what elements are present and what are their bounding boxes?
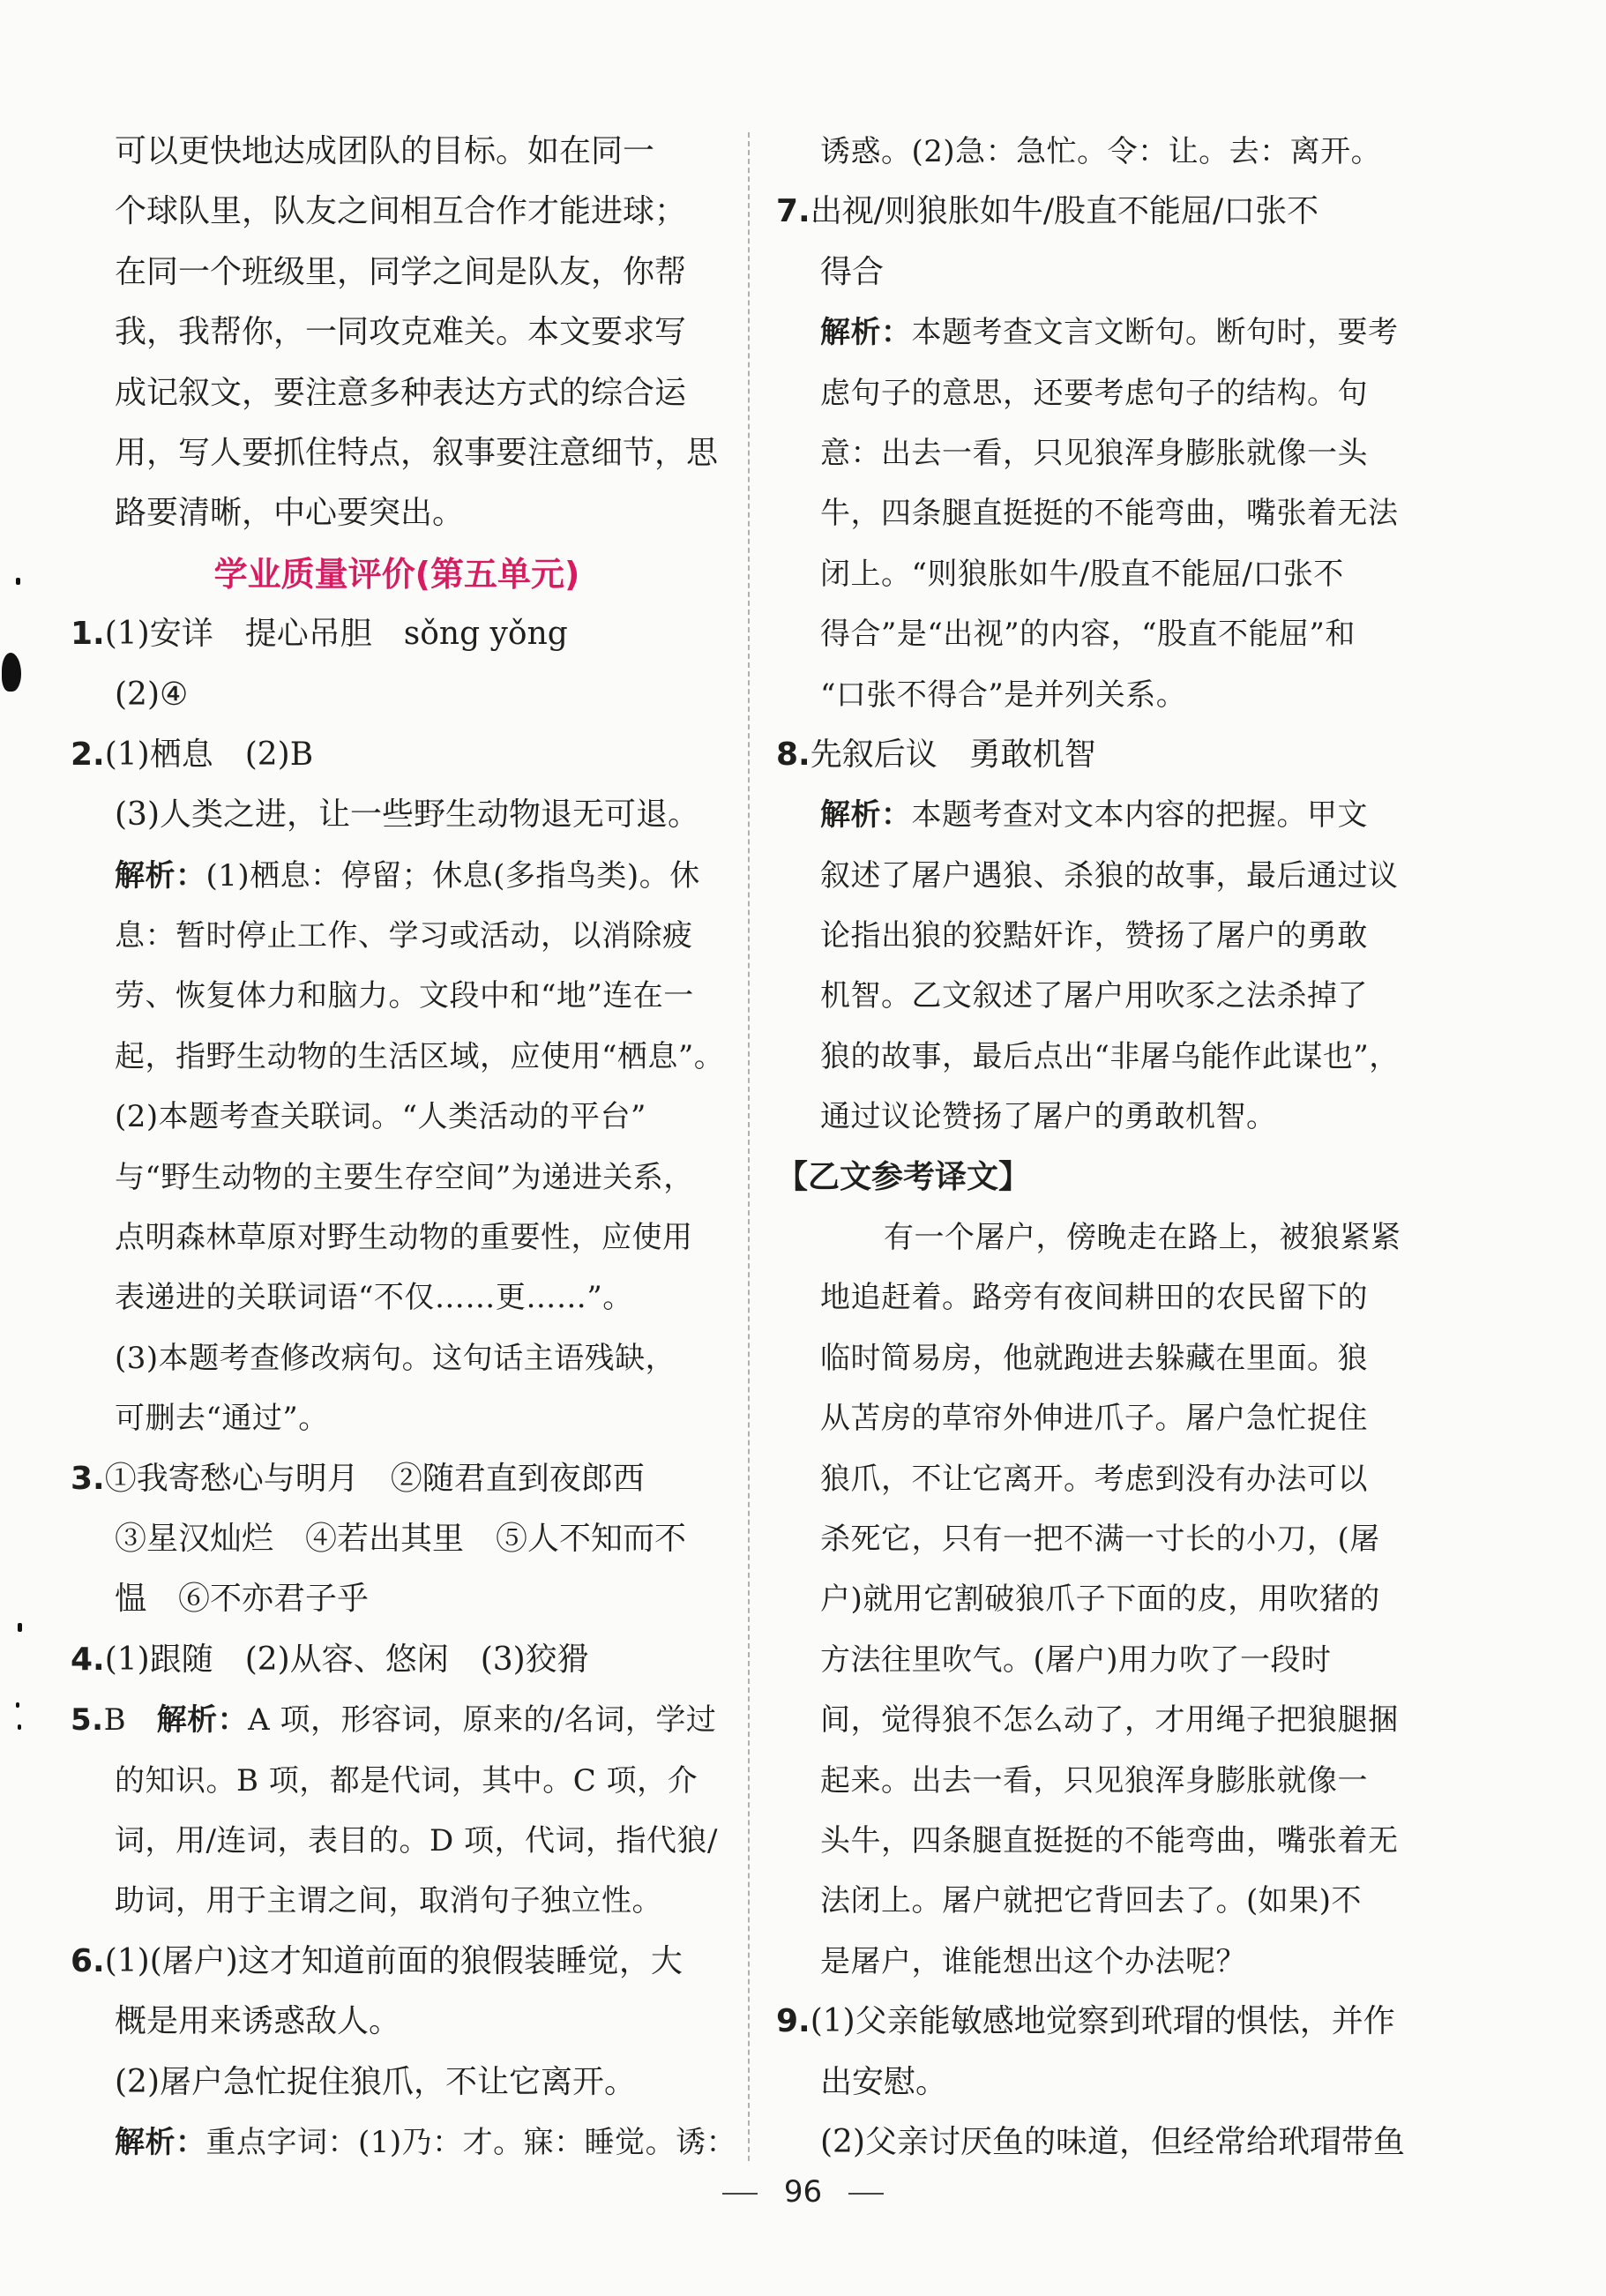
analysis-text: 本题考查对文本内容的把握。甲文 [911, 797, 1368, 834]
answer-1 [71, 604, 723, 664]
scan-mark [16, 578, 20, 585]
left-column [71, 122, 737, 2173]
page-number: 96 [783, 2174, 823, 2210]
answer-text: (1)父亲能敏感地觉察到玳瑁的惧怯，并作 [810, 2003, 1395, 2040]
analysis-text: 重点字词：(1)乃：才。寐：睡觉。诱： [205, 2124, 737, 2160]
analysis-line: “口张不得合”是并列关系。 [820, 677, 1187, 713]
footer-dash [848, 2193, 884, 2195]
analysis-line: 叙述了屠户遇狼、杀狼的故事，最后通过议 [820, 857, 1399, 894]
translation-line: 狼爪，不让它离开。考虑到没有办法可以 [820, 1461, 1368, 1497]
translation-line: 地追赶着。路旁有夜间耕田的农民留下的 [820, 1280, 1368, 1316]
answer-6 [71, 1932, 723, 1992]
question-number: 9. [776, 2003, 810, 2040]
answer-8 [776, 725, 1429, 785]
scan-mark [18, 1623, 22, 1632]
analysis-line: 起，指野生动物的生活区域，应使用“栖息”。 [115, 1038, 725, 1074]
analysis-label: 解析： [820, 315, 912, 351]
analysis-6 [71, 2113, 737, 2173]
column-divider [748, 132, 750, 2161]
analysis-text: 本题考查文言文断句。断句时，要考 [911, 315, 1399, 351]
analysis-line: 意：出去一看，只见狼浑身膨胀就像一头 [820, 435, 1368, 471]
translation-line: 方法往里吹气。(屠户)用力吹了一段时 [820, 1642, 1332, 1678]
answer-9-line: 出安慰。 [820, 2063, 948, 2100]
section-title: 学业质量评价(第五单元) [213, 554, 580, 594]
analysis-label: 解析： [156, 1702, 249, 1739]
answer-7 [776, 182, 1429, 242]
question-number: 6. [71, 1942, 105, 1979]
answer-3-line: ③星汉灿烂 ④若出其里 ⑤人不知而不 [115, 1520, 687, 1557]
answer-5 [71, 1690, 723, 1750]
question-number: 4. [71, 1641, 105, 1678]
answer-text: 出视/则狼胀如牛/股直不能屈/口张不 [810, 193, 1319, 230]
answer-9 [776, 1992, 1429, 2052]
answer-text: (1)安详 提心吊胆 sǒng yǒng [104, 616, 568, 653]
analysis-line: 点明森林草原对野生动物的重要性，应使用 [115, 1220, 693, 1256]
answer-1-line: (2)④ [115, 676, 189, 713]
translation-line: 法闭上。屠户就把它背回去了。(如果)不 [820, 1883, 1363, 1919]
scan-mark [18, 1724, 21, 1730]
analysis-line: 词，用/连词，表目的。D 项，代词，指代狼/ [115, 1822, 718, 1858]
question-number: 3. [71, 1460, 105, 1497]
translation-line: 是屠户，谁能想出这个办法呢？ [820, 1943, 1246, 1979]
essay-guidance-line: 成记叙文，要注意多种表达方式的综合运 [115, 374, 687, 411]
translation-line: 有一个屠户，傍晚走在路上，被狼紧紧 [884, 1220, 1401, 1256]
analysis-label: 解析： [820, 797, 912, 834]
answer-text: (1)(屠户)这才知道前面的狼假装睡觉，大 [104, 1942, 683, 1979]
answer-text: B [103, 1702, 157, 1739]
essay-guidance-line: 在同一个班级里，同学之间是队友，你帮 [115, 253, 687, 290]
answer-2 [71, 725, 723, 785]
answer-6-line: 概是用来诱惑敌人。 [115, 2003, 401, 2040]
answer-6-line: (2)屠户急忙捉住狼爪，不让它离开。 [115, 2063, 636, 2100]
analysis-line: (3)本题考查修改病句。这句话主语残缺， [115, 1340, 676, 1376]
essay-guidance-line: 路要清晰，中心要突出。 [115, 495, 465, 532]
translation-line: 头牛，四条腿直挺挺的不能弯曲，嘴张着无 [820, 1822, 1399, 1858]
analysis-text: A 项，形容词，原来的/名词，学过 [248, 1702, 717, 1739]
answer-text: 先叙后议 勇敢机智 [810, 736, 1096, 773]
analysis-text: (1)栖息：停留；休息(多指鸟类)。休 [205, 857, 700, 894]
footer-dash [722, 2193, 758, 2195]
analysis-line: 与“野生动物的主要生存空间”为递进关系， [115, 1159, 694, 1195]
question-number: 7. [776, 193, 810, 230]
page-footer [0, 2174, 1606, 2210]
essay-guidance-line: 我，我帮你，一同攻克难关。本文要求写 [115, 314, 687, 351]
translation-line: 起来。出去一看，只见狼浑身膨胀就像一 [820, 1762, 1368, 1799]
analysis-line: 闭上。“则狼胀如牛/股直不能屈/口张不 [820, 556, 1344, 592]
analysis-7 [776, 303, 1429, 363]
analysis-line: 劳、恢复体力和脑力。文段中和“地”连在一 [115, 978, 694, 1014]
answer-4 [71, 1630, 723, 1690]
analysis-line: 牛，四条腿直挺挺的不能弯曲，嘴张着无法 [820, 496, 1399, 532]
answer-text: (1)跟随 (2)从容、悠闲 (3)狡猾 [104, 1641, 589, 1678]
answer-7-line: 得合 [820, 253, 885, 290]
essay-guidance-line: 用，写人要抓住特点，叙事要注意细节，思 [115, 434, 719, 471]
translation-line: 杀死它，只有一把不满一寸长的小刀，(屠 [820, 1521, 1380, 1557]
translation-title: 【乙文参考译文】 [776, 1158, 1031, 1195]
essay-guidance-line: 可以更快地达成团队的目标。如在同一 [115, 133, 655, 169]
question-number: 2. [71, 736, 105, 773]
analysis-8 [776, 785, 1429, 845]
analysis-line: 表递进的关联词语“不仅……更……”。 [115, 1280, 633, 1316]
question-number: 1. [71, 616, 105, 653]
answer-text: ①我寄愁心与明月 ②随君直到夜郎西 [104, 1460, 645, 1497]
answer-3-line: 愠 ⑥不亦君子乎 [115, 1581, 370, 1618]
scan-mark [16, 1702, 19, 1708]
analysis-line: 通过议论赞扬了屠户的勇敢机智。 [820, 1099, 1277, 1135]
question-number: 8. [776, 736, 810, 773]
translation-line: 从苫房的草帘外伸进爪子。屠户急忙捉住 [820, 1401, 1368, 1437]
analysis-line: 得合”是“出视”的内容，“股直不能屈”和 [820, 617, 1356, 653]
analysis-line: 机智。乙文叙述了屠户用吹豕之法杀掉了 [820, 978, 1368, 1014]
analysis-2 [71, 846, 723, 906]
question-number: 5. [71, 1702, 104, 1739]
answer-text: (1)栖息 (2)B [104, 736, 314, 773]
analysis-line: 狼的故事，最后点出“非屠乌能作此谋也”， [820, 1038, 1400, 1074]
analysis-line: 诱惑。(2)急：急忙。令：让。去：离开。 [820, 134, 1382, 169]
translation-line: 间，觉得狼不怎么动了，才用绳子把狼腿捆 [820, 1702, 1399, 1739]
answer-2-line: (3)人类之进，让一些野生动物退无可退。 [115, 796, 699, 834]
right-column [776, 122, 1429, 2173]
translation-line: 户)就用它割破狼爪子下面的皮，用吹猪的 [820, 1582, 1380, 1618]
scan-mark [2, 653, 21, 692]
analysis-line: 论指出狼的狡黠奸诈，赞扬了屠户的勇敢 [820, 918, 1368, 954]
answer-3 [71, 1449, 723, 1509]
analysis-line: (2)本题考查关联词。“人类活动的平台” [115, 1099, 646, 1135]
analysis-line: 的知识。B 项，都是代词，其中。C 项，介 [115, 1762, 698, 1799]
analysis-label: 解析： [115, 857, 206, 894]
translation-line: 临时简易房，他就跑进去躲藏在里面。狼 [820, 1340, 1368, 1376]
analysis-line: 息：暂时停止工作、学习或活动，以消除疲 [115, 918, 693, 954]
answer-9-line: (2)父亲讨厌鱼的味道，但经常给玳瑁带鱼 [820, 2123, 1405, 2160]
analysis-line: 可删去“通过”。 [115, 1401, 329, 1437]
analysis-line: 助词，用于主谓之间，取消句子独立性。 [115, 1883, 662, 1919]
essay-guidance-line: 个球队里，队友之间相互合作才能进球； [115, 193, 687, 230]
analysis-line: 虑句子的意思，还要考虑句子的结构。句 [820, 375, 1368, 411]
analysis-label: 解析： [115, 2124, 206, 2160]
